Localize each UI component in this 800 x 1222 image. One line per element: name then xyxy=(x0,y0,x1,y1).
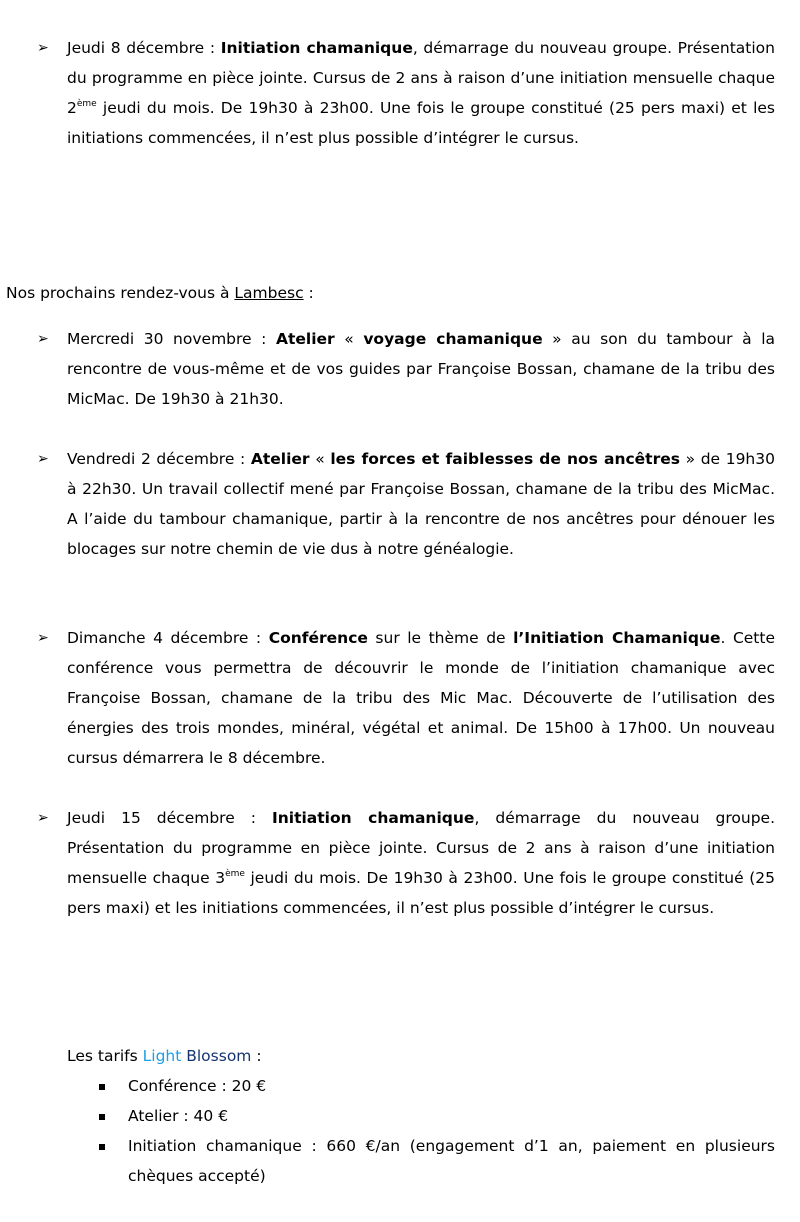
event-date: Dimanche 4 décembre : xyxy=(67,629,269,647)
brand-blossom: Blossom xyxy=(181,1047,252,1065)
event-date: Vendredi 2 décembre : xyxy=(67,450,251,468)
tarif-item xyxy=(128,1101,775,1131)
event-title: l’Initiation Chamanique xyxy=(513,629,721,647)
lambesc-heading xyxy=(6,278,314,308)
arrow-bullet-icon: ➢ xyxy=(37,451,49,467)
heading-text: : xyxy=(303,284,314,302)
square-bullet-icon xyxy=(99,1144,105,1150)
event-item-atelier-30-nov xyxy=(37,324,775,414)
event-title: les forces et faiblesses de nos ancêtres xyxy=(330,450,680,468)
event-text: « xyxy=(309,450,331,468)
heading-text: Nos prochains rendez-vous à xyxy=(6,284,235,302)
arrow-bullet-icon: ➢ xyxy=(37,810,49,826)
square-bullet-icon xyxy=(99,1114,105,1120)
event-text: jeudi du mois. De 19h30 à 23h00. Une fois le groupe constitué (25 pers maxi) et les initiations commencées, il n’est plus possible d’intégrer le cursus. xyxy=(67,99,775,147)
event-type: Atelier xyxy=(250,450,310,468)
tarif-item xyxy=(128,1131,775,1191)
place-name: Lambesc xyxy=(234,284,304,302)
event-title: voyage chamanique xyxy=(363,330,543,348)
event-item-initiation-8-dec xyxy=(37,33,775,153)
event-text: « xyxy=(334,330,364,348)
event-item-conference-4-dec xyxy=(37,623,775,773)
event-text: jeudi du mois. De 19h30 à 23h00. Une fois le groupe constitué (25 pers maxi) et les initiations commencées, il n’est plus possible d’intégrer le cursus. xyxy=(67,869,775,917)
brand-light: Light xyxy=(142,1047,182,1065)
arrow-bullet-icon: ➢ xyxy=(37,630,49,646)
event-text: » de 19h30 à 22h30. Un travail collectif mené par Françoise Bossan, chamane de la tribu des MicMac. A l’aide du tambour chamanique, partir à la rencontre de nos ancêtres pour dénouer les blocages sur notre chemin de vie dus à notre généalogie. xyxy=(67,450,775,558)
event-text: , démarrage du nouveau groupe. Présentation du programme en pièce jointe. Cursus de 2 ans à raison d’une initiation mensuelle chaque 3 xyxy=(67,809,775,887)
event-title: Initiation chamanique xyxy=(271,809,475,827)
heading-text: Les tarifs xyxy=(67,1047,143,1065)
event-text: » au son du tambour à la rencontre de vous-même et de vos guides par Françoise Bossan, chamane de la tribu des MicMac. De 19h30 à 21h30. xyxy=(67,330,775,408)
event-title: Initiation chamanique xyxy=(220,39,413,57)
tarif-item xyxy=(128,1071,775,1101)
event-item-atelier-2-dec xyxy=(37,444,775,564)
ordinal-suffix: ème xyxy=(225,869,245,879)
tarif-text: Initiation chamanique : 660 €/an (engagement d’1 an, paiement en plusieurs chèques accepté) xyxy=(128,1137,775,1185)
arrow-bullet-icon: ➢ xyxy=(37,40,49,56)
square-bullet-icon xyxy=(99,1084,105,1090)
event-type: Atelier xyxy=(275,330,335,348)
ordinal-suffix: ème xyxy=(76,99,97,109)
tarifs-heading xyxy=(67,1041,262,1071)
event-type: Conférence xyxy=(268,629,368,647)
arrow-bullet-icon: ➢ xyxy=(37,331,49,347)
event-item-initiation-15-dec xyxy=(37,803,775,923)
heading-text: : xyxy=(251,1047,262,1065)
event-date: Jeudi 8 décembre : xyxy=(67,39,221,57)
event-text: sur le thème de xyxy=(367,629,514,647)
event-date: Mercredi 30 novembre : xyxy=(67,330,276,348)
event-text: , démarrage du nouveau groupe. Présentation du programme en pièce jointe. Cursus de 2 ans à raison d’une initiation mensuelle chaque 2 xyxy=(67,39,775,117)
tarif-text: Conférence : 20 € xyxy=(128,1077,267,1095)
event-date: Jeudi 15 décembre : xyxy=(67,809,272,827)
event-text: . Cette conférence vous permettra de découvrir le monde de l’initiation chamanique avec Françoise Bossan, chamane de la tribu des Mic Mac. Découverte de l’utilisation des énergies des trois mondes, minéral, végétal et animal. De 15h00 à 17h00. Un nouveau cursus démarrera le 8 décembre. xyxy=(67,629,775,767)
tarif-text: Atelier : 40 € xyxy=(128,1107,229,1125)
